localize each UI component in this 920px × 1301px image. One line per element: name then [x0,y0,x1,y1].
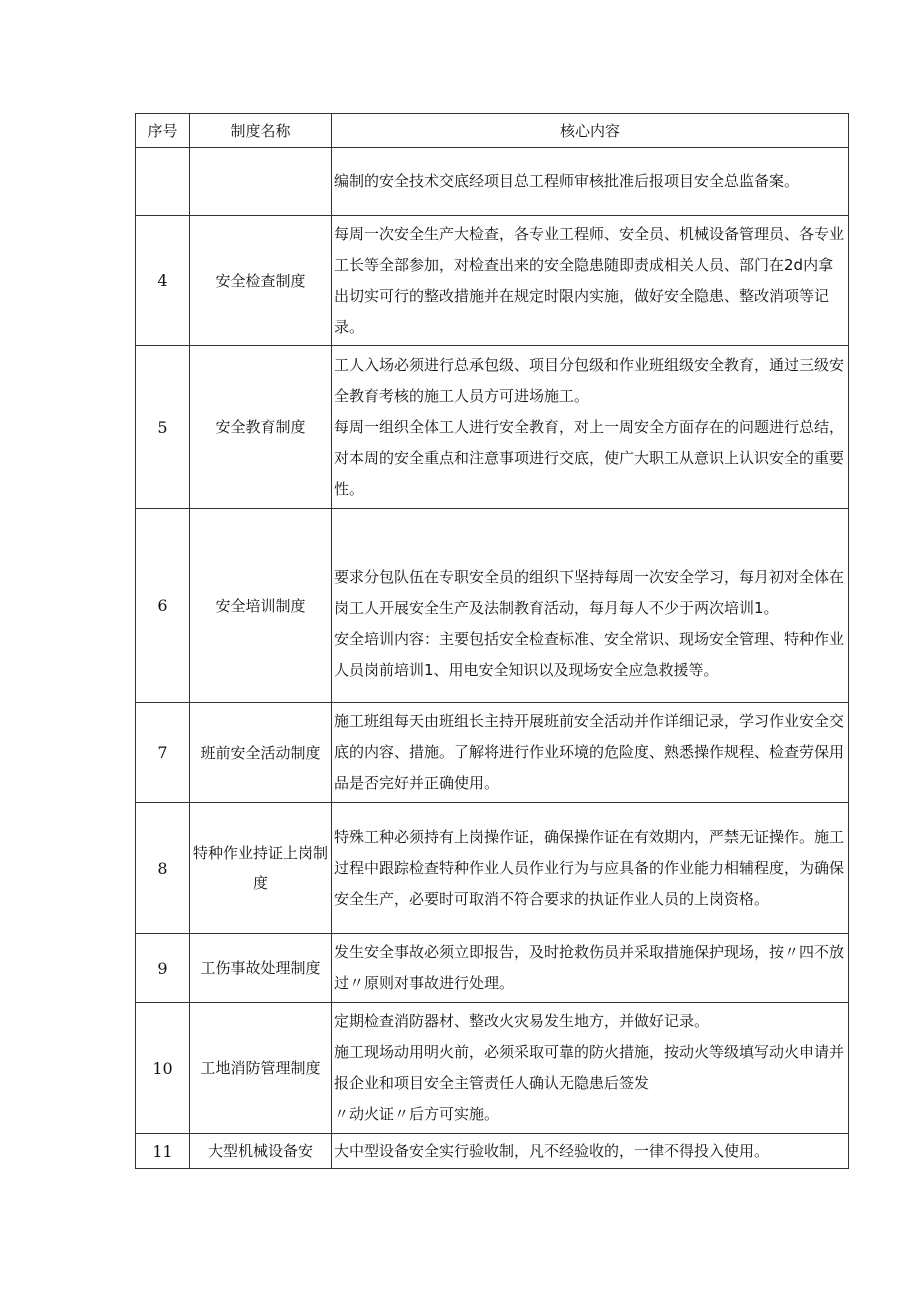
row-name: 安全检查制度 [190,216,332,346]
row-number: 11 [136,1134,190,1169]
row-name: 工地消防管理制度 [190,1003,332,1134]
content-paragraph: 施工班组每天由班组长主持开展班前安全活动并作详细记录，学习作业安全交底的内容、措施。了解将进行作业环境的危险度、熟悉操作规程、检查劳保用品是否完好并正确使用。 [334,712,845,792]
content-paragraph: 施工现场动用明火前，必须采取可靠的防火措施，按动火等级填写动火申请并报企业和项目安全主管责任人确认无隐患后签发 [334,1043,845,1092]
row-name: 安全教育制度 [190,346,332,509]
row-number: 5 [136,346,190,509]
header-content: 核心内容 [332,114,849,148]
table-header-row [136,114,849,148]
table-row [136,216,849,346]
row-number [136,148,190,216]
row-content [332,346,849,509]
table-row [136,1003,849,1134]
row-name [190,148,332,216]
content-paragraph: 发生安全事故必须立即报告，及时抢救伤员并采取措施保护现场，按〃四不放过〃原则对事故进行处理。 [334,943,845,992]
content-paragraph: 每周一组织全体工人进行安全教育，对上一周安全方面存在的问题进行总结，对本周的安全重点和注意事项进行交底，使广大职工从意识上认识安全的重要性。 [334,417,845,498]
row-number: 7 [136,703,190,803]
table-row [136,803,849,934]
table-row [136,148,849,216]
row-name: 班前安全活动制度 [190,703,332,803]
table-row [136,509,849,703]
row-name: 特种作业持证上岗制度 [190,803,332,934]
row-content [332,216,849,346]
content-paragraph: 安全培训内容：主要包括安全检查标准、安全常识、现场安全管理、特种作业人员岗前培训1、用电安全知识以及现场安全应急救援等。 [334,629,845,679]
content-paragraph: 特殊工种必须持有上岗操作证，确保操作证在有效期内，严禁无证操作。施工过程中跟踪检查特种作业人员作业行为与应具备的作业能力相辅程度，为确保安全生产，必要时可取消不符合要求的执证作业人员的上岗资格。 [334,827,845,908]
header-no: 序号 [136,114,190,148]
content-paragraph: 要求分包队伍在专职安全员的组织下坚持每周一次安全学习，每月初对全体在岗工人开展安全生产及法制教育活动，每月每人不少于两次培训1。 [334,567,845,617]
table-row [136,934,849,1003]
content-paragraph: 编制的安全技术交底经项目总工程师审核批准后报项目安全总监备案。 [334,172,800,190]
table-row [136,703,849,803]
regulation-table [135,113,849,1169]
table-row [136,346,849,509]
content-paragraph: 工人入场必须进行总承包级、项目分包级和作业班组级安全教育，通过三级安全教育考核的施工人员方可进场施工。 [334,355,845,405]
header-name: 制度名称 [190,114,332,148]
row-number: 8 [136,803,190,934]
row-name: 大型机械设备安 [190,1134,332,1169]
row-content [332,1134,849,1169]
row-content [332,509,849,703]
row-number: 9 [136,934,190,1003]
content-paragraph: 大中型设备安全实行验收制，凡不经验收的，一律不得投入使用。 [334,1141,770,1160]
row-name: 工伤事故处理制度 [190,934,332,1003]
row-content [332,934,849,1003]
content-paragraph: 每周一次安全生产大检查，各专业工程师、安全员、机械设备管理员、各专业工长等全部参加，对检查出来的安全隐患随即责成相关人员、部门在2d内拿出切实可行的整改措施并在规定时限内实施，做好安全隐患、整改消项等记录。 [334,224,845,336]
row-content [332,703,849,803]
row-number: 10 [136,1003,190,1134]
row-name: 安全培训制度 [190,509,332,703]
content-paragraph: 定期检查消防器材、整改火灾易发生地方，并做好记录。 [334,1012,710,1030]
table-row [136,1134,849,1169]
content-paragraph: 〃动火证〃后方可实施。 [334,1105,500,1123]
row-content [332,148,849,216]
row-content [332,1003,849,1134]
row-content [332,803,849,934]
row-number: 6 [136,509,190,703]
row-number: 4 [136,216,190,346]
